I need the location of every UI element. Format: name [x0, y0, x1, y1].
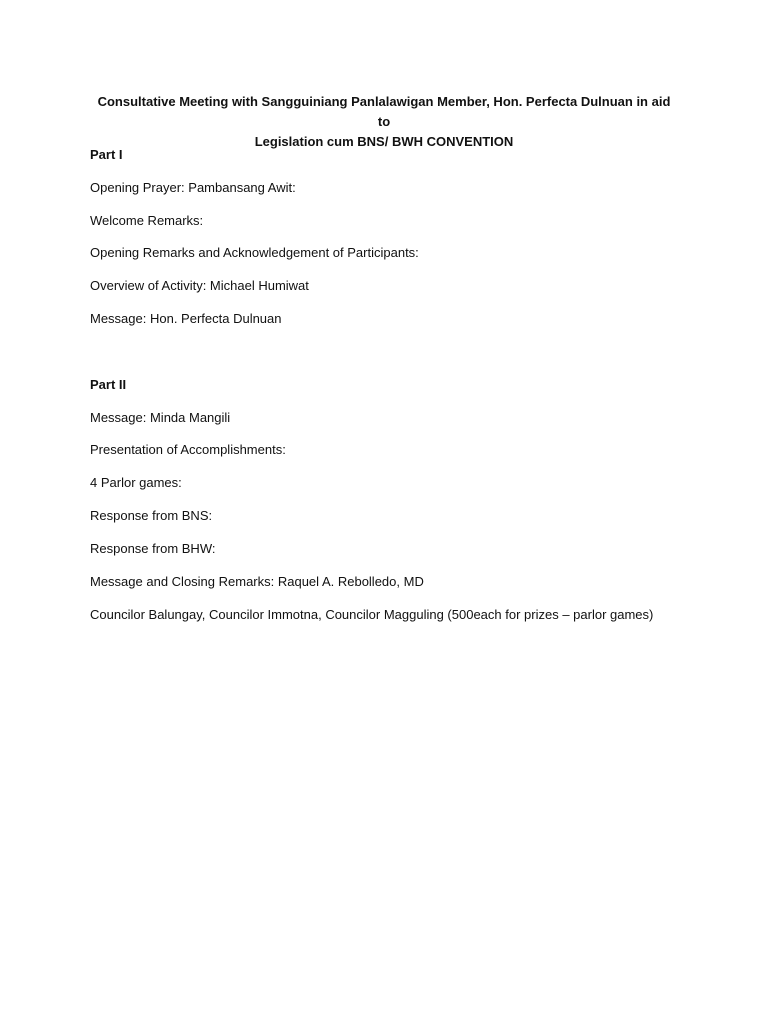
part-2-heading: Part II: [90, 377, 127, 392]
program-item: Opening Prayer: Pambansang Awit:: [90, 180, 296, 195]
program-item: Message: Hon. Perfecta Dulnuan: [90, 311, 282, 326]
program-item: Overview of Activity: Michael Humiwat: [90, 278, 309, 293]
program-item: Response from BNS:: [90, 508, 213, 523]
program-item: Message and Closing Remarks: Raquel A. Rebolledo, MD: [90, 574, 424, 589]
program-item: Message: Minda Mangili: [90, 410, 231, 425]
program-item: 4 Parlor games:: [90, 475, 182, 490]
program-item: Opening Remarks and Acknowledgement of Participants:: [90, 245, 419, 260]
program-item: Presentation of Accomplishments:: [90, 442, 286, 457]
part-1-heading: Part I: [90, 147, 123, 162]
title-line-1: Consultative Meeting with Sangguiniang Panlalawigan Member, Hon. Perfecta Dulnuan in aid to: [97, 94, 671, 129]
program-item: Councilor Balungay, Councilor Immotna, Councilor Magguling (500each for prizes – parlor games): [90, 607, 654, 622]
program-item: Response from BHW:: [90, 541, 216, 556]
document-title: [90, 92, 678, 152]
program-item: Welcome Remarks:: [90, 213, 204, 228]
title-line-2: Legislation cum BNS/ BWH CONVENTION: [254, 134, 514, 149]
